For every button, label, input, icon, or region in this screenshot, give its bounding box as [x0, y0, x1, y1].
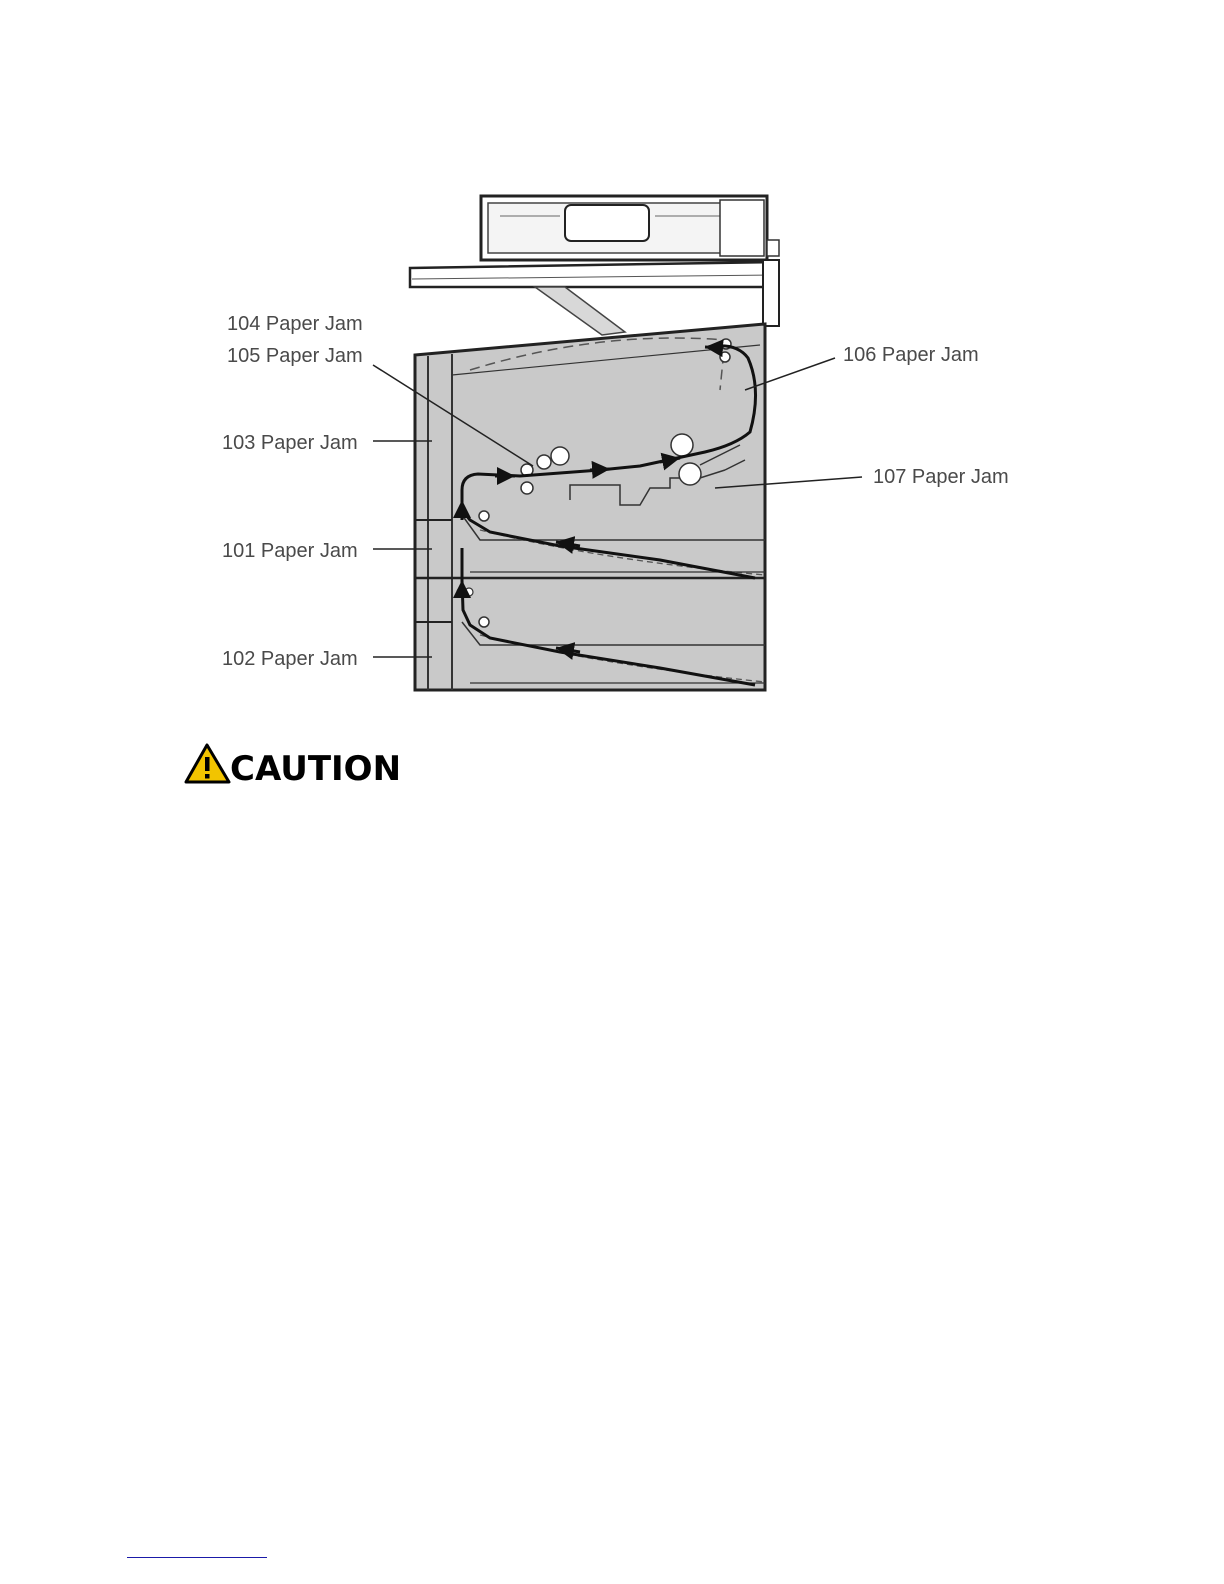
label-104-paper-jam: 104 Paper Jam [227, 313, 363, 335]
label-102-paper-jam: 102 Paper Jam [222, 648, 358, 670]
label-106-paper-jam: 106 Paper Jam [843, 344, 979, 366]
label-105-paper-jam: 105 Paper Jam [227, 345, 363, 367]
scanner-platen [410, 260, 779, 335]
label-107-paper-jam: 107 Paper Jam [873, 466, 1009, 488]
label-103-paper-jam: 103 Paper Jam [222, 432, 358, 454]
label-101-paper-jam: 101 Paper Jam [222, 540, 358, 562]
caution-label: CAUTION [230, 749, 402, 789]
printer-body [415, 324, 765, 690]
footnote-separator [127, 1557, 267, 1558]
document-feeder [481, 196, 779, 260]
warning-triangle-icon [186, 745, 229, 782]
caution-heading [186, 745, 401, 789]
